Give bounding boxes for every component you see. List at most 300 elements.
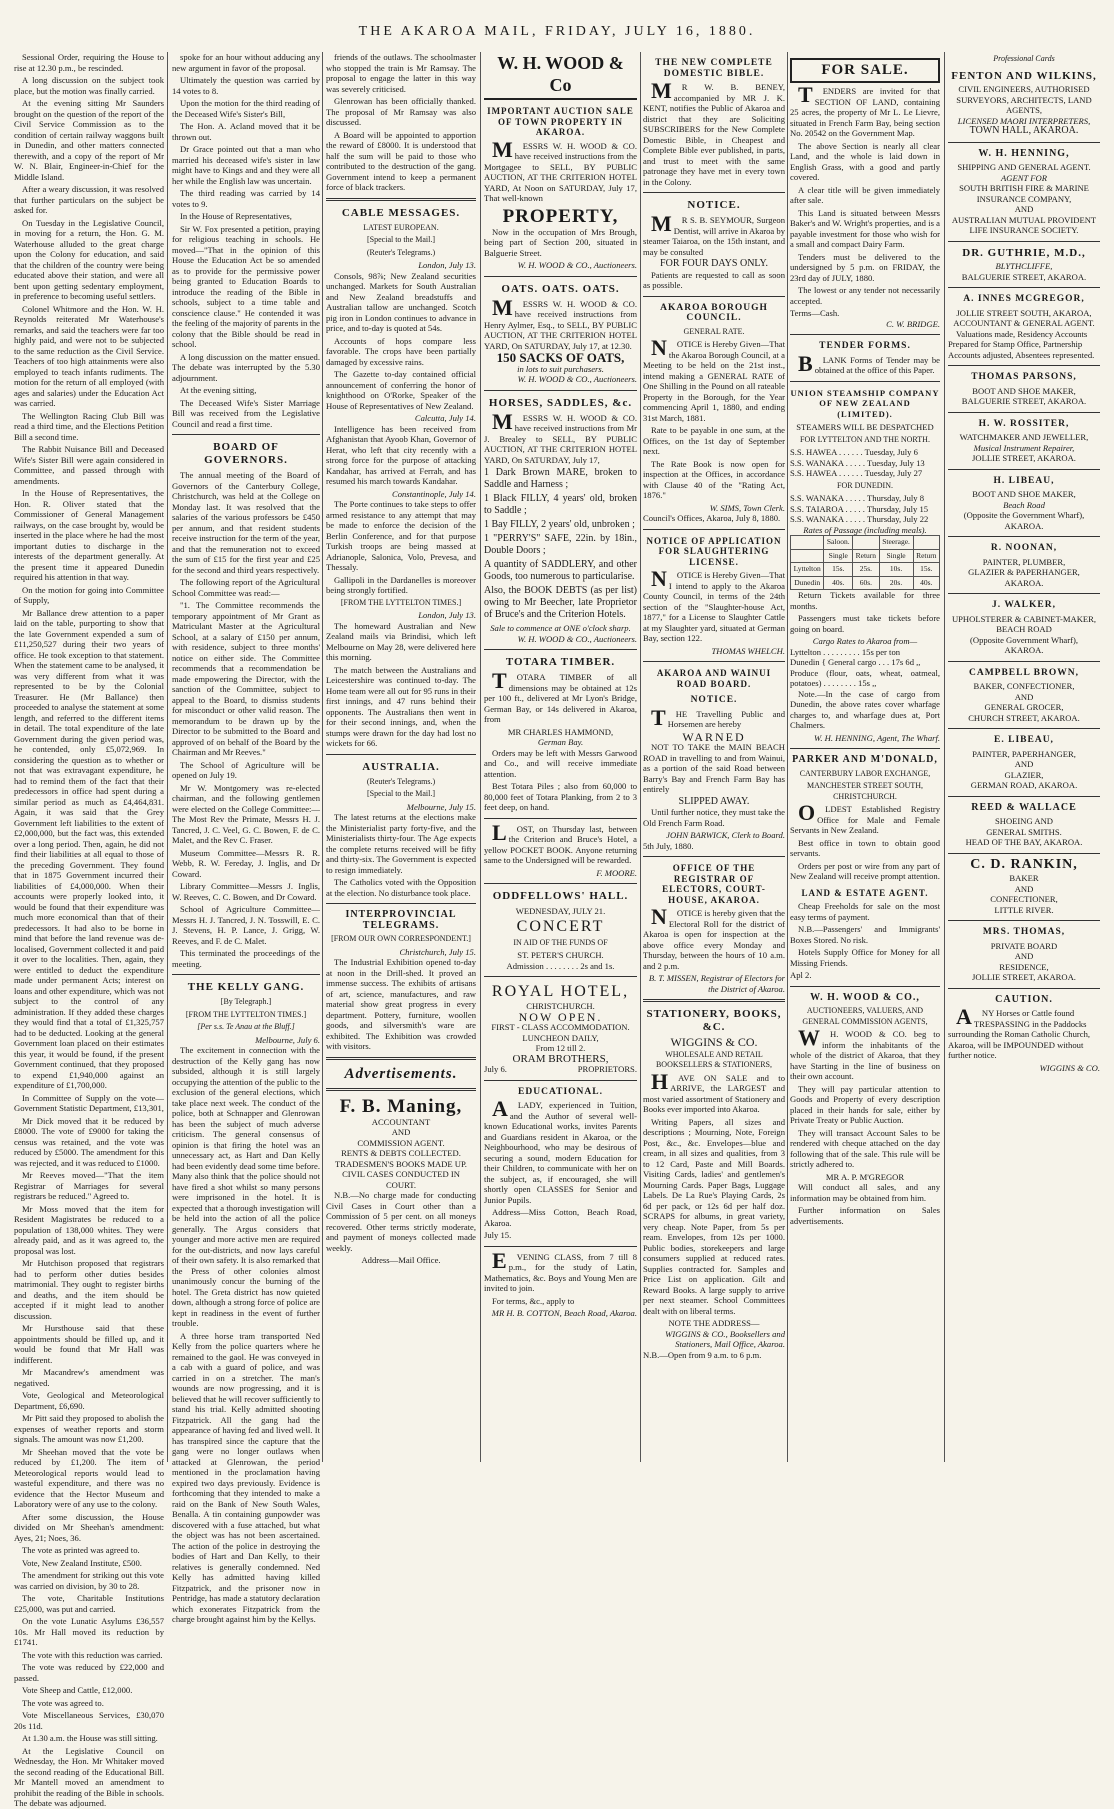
fares-sub-header: Return — [913, 549, 939, 563]
article-paragraph: The vote was agreed to. — [22, 1697, 104, 1708]
sale-item: 1 "PERRY'S" SAFE, 22in. by 18in., Double Doors ; — [484, 533, 637, 556]
ad-name: ORAM BROTHERS, — [512, 1052, 609, 1065]
article-paragraph: A three horse tram transported Ned Kelly from the police quarters where he remained to the gaol. He was conveyed in a cab with a guard of police, and was carried in on a stretcher. The man's wounds are now progressing, and it is believed that he will recover sufficiently to stand his trial. Kelly admitted shooting Fitzpatrick. All the gang had the appearance of having fed and lived well. It has transpired since the capture that the gang were no longer outlaws when attacked at Glenrowan, the period mentioned in the proclamation having expired two days previously. Evidence is forthcoming that they intended to make a raid on the Bank of New South Wales, Benalla. A tin containing gunpowder was discovered with a fuse attached, but what the object was has not been ascertained. The action of the police in destroying the bodies of Hart and Dan Kelly, to their relatives is generally condemned. Ned Kelly has admitted having killed Fitzpatrick, and the prisoner now in Pentridge, has made a statutory declaration which exonerates Fitzpatrick from the charge brought against him by the Kellys. — [172, 1330, 320, 1624]
sailing-row: S.S. HAWEA . . . . . . Tuesday, July 27 — [790, 468, 923, 478]
article-paragraph: Consols, 98⅞; New Zealand securities unchanged. Markets for South Australian and New Zealand breadstuffs and Australian tallow are unchanged. Scotch pig iron in London continues to advance in price, and to-day is quoted at 54s. — [326, 270, 476, 333]
property-label: PROPERTY, — [502, 205, 619, 227]
divider — [484, 1080, 637, 1081]
source-line: (Reuter's Telegrams.) — [366, 247, 436, 257]
card-heading: E. LIBEAU, — [994, 735, 1054, 745]
oats-heading: OATS. OATS. OATS. — [501, 282, 620, 295]
cargo-rate: Lyttelton . . . . . . . . . 15s per ton — [790, 646, 901, 657]
article-paragraph: Mr Macandrew's amendment was negatived. — [14, 1367, 164, 1388]
signature: WIGGINS & CO., Booksellers and Stationers, Mail Office, Akaroa. — [665, 1328, 785, 1349]
divider — [643, 192, 785, 193]
article-paragraph: A long discussion on the matter ensued. The debate was interrupted by the 5.30 adjournment. — [172, 351, 320, 383]
ad-text: TOTARA TIMBER of all dimensions may be obtained at 12s per 100 ft., delivered at Mr Lyon's Bridge, German Bay, or 14s delivered in Akaroa, from — [484, 668, 637, 724]
union-steamship-heading: UNION STEAMSHIP COMPANY OF NEW ZEALAND (LIMITED). — [790, 387, 940, 419]
article-paragraph: In Committee of Supply on the vote—Government Statistic Department, £13,301, — [14, 1092, 164, 1113]
dateline: Constantinople, July 14. — [391, 488, 476, 499]
article-paragraph: School of Agriculture Committee—Messrs H. J. Tancred, J. N. Tosswill, E. C. J. Stevens, H. P. Lance, J. Grigg, W. Reeves, and F. de C. Malet. — [172, 904, 320, 946]
column-rule — [944, 52, 945, 1462]
ad-text: NOTICE is Hereby Given—That I intend to apply to the Akaroa County Council, in terms of the 24th section of the "Slaughter-house Act, 1877," for a License to Slaughter Cattle at my Slaughter yard, situated at German Bay, section 122. — [643, 566, 786, 643]
card-address: TOWN HALL, AKAROA. — [969, 125, 1079, 136]
cargo-heading: Cargo Rates to Akaroa from— — [812, 636, 918, 646]
card-address: CHURCH STREET, AKAROA. — [968, 712, 1080, 723]
manning-name: F. B. Maning, — [339, 1095, 463, 1117]
divider — [643, 856, 785, 857]
fares-col-header: Saloon. — [824, 536, 853, 550]
article-paragraph: Vote, New Zealand Institute, £500. — [22, 1557, 142, 1568]
source-line: [FROM OUR OWN CORRESPONDENT.] — [331, 934, 471, 943]
signature: F. MOORE. — [596, 867, 637, 878]
sale-item: 1 Dark Brown MARE, broken to Saddle and Harness ; — [484, 467, 637, 490]
card-text: Musical Instrument Repairer, — [973, 442, 1075, 453]
card-text: BAKER, CONFECTIONER, — [973, 681, 1075, 691]
article-paragraph: The Deceased Wife's Sister Marriage Bill was received from the Legislative Council and read a first time. — [172, 397, 320, 429]
ad-text: Now in the occupation of Mrs Brough, being part of Section 200, situated in Balguerie Street. — [484, 226, 637, 258]
card-text: GENERAL GROCER, — [984, 702, 1064, 712]
card-address: BEACH ROAD — [996, 624, 1052, 634]
column-rule — [640, 52, 641, 1462]
article-paragraph: At 1.30 a.m. the House was still sitting. — [22, 1733, 158, 1743]
article-paragraph: Mr W. Montgomery was re-elected chairman, and the following gentlemen were elected on the College Committee:—The Most Rev the Primate, Messrs H. J. Tancred, J. C. Veel, G. C. Bowen, F. de C. Malet, and the Rev C. Fraser. — [172, 782, 320, 845]
article-paragraph: The vote with this reduction was carried. — [22, 1649, 163, 1660]
ad-text: IN AID OF THE FUNDS OF — [513, 937, 608, 947]
ad-text: Orders may be left with Messrs Garwood and Co., and will receive immediate attention. — [484, 747, 637, 779]
signature: C. W. BRIDGE. — [886, 318, 940, 329]
column-rule — [787, 52, 788, 1462]
ad-text: MR W. B. BENEY, accompanied by MR J. K. KENT, notifies the Public of Akaroa and district that they are Soliciting SUBSCRIBERS for the New Complete Domestic Bible, in Cheapest and Complete Bible ever published, in parts, and trust to meet with the same patronage they have met in every town in the Colony. — [643, 78, 785, 187]
card-address: LITTLE RIVER. — [994, 904, 1054, 915]
registrar-heading: OFFICE OF THE REGISTRAR OF ELECTORS, COURT-HOUSE, AKAROA. — [662, 863, 766, 905]
manning-line: CIVIL CASES CONDUCTED IN COURT. — [342, 1169, 460, 1190]
ad-text: Orders per post or wire from any part of New Zealand will receive prompt attention. — [790, 860, 940, 881]
dateline: London, July 13. — [418, 260, 476, 270]
card-heading: W. H. HENNING, — [978, 147, 1070, 159]
fares-col-header — [791, 536, 824, 550]
card-text: AUSTRALIAN MUTUAL PROVIDENT LIFE INSURANCE SOCIETY. — [951, 214, 1097, 235]
card-text: AND — [1014, 883, 1034, 894]
divider — [948, 536, 1100, 537]
ad-name: MR CHARLES HAMMOND, — [507, 726, 614, 737]
ad-text: A clear title will be given immediately after sale. — [790, 184, 940, 205]
card-text: BOOT AND SHOE MAKER, — [972, 489, 1076, 499]
totara-heading: TOTARA TIMBER. — [505, 656, 616, 668]
card-text: PRIVATE BOARD — [990, 940, 1058, 951]
signature: W. H. WOOD & CO., Auctioneers. — [517, 633, 637, 644]
card-address: JOLLIE STREET, AKAROA. — [972, 972, 1076, 982]
ad-text: Sale to commence at ONE o'clock sharp. — [490, 623, 631, 633]
royal-hotel-heading: ROYAL HOTEL, — [491, 983, 630, 1000]
fares-row — [791, 563, 940, 577]
divider — [948, 661, 1100, 662]
dateline: Melbourne, July 15. — [406, 801, 476, 812]
subheading: WHOLESALE AND RETAIL BOOKSELLERS & STATIONERS, — [655, 1049, 773, 1069]
column-rule — [167, 52, 168, 1462]
divider — [326, 903, 476, 904]
card-heading: THOMAS PARSONS, — [971, 372, 1077, 382]
card-text: Valuations made, Residency Accounts Prepared for Stamp Office, Partnership Accounts adjusted, Absentees represented. — [948, 328, 1095, 360]
ad-name: WIGGINS & CO. — [670, 1035, 758, 1049]
ad-text: Writing Papers, all sizes and descriptions ; Mourning, Note, Foreign Post, &c., &c. Envelopes—blue and cream, in all sizes and qualities, from 3 to 12 Card, Paste and Mill Boards. Visiting Cards, ladies' and gentlemen's Mourning Cards. Paper Bags, Luggage Labels. De La Rue's Playing Cards, 2s 6d per pack, or 12s 6d per half doz. SCRAPS for albums, in great variety, very cheap. Note Paper, from 5s per ream. Envelopes, from 12s per 1000. Public bodies, storekeepers and large consumers supplied at reduced rates. Supplies contracted for. Samples and Price List on application. Gilt and Reward Books. A large supply to arrive per next steamer. School Committees dealt with on liberal terms. — [643, 1116, 785, 1316]
column-6 — [790, 52, 940, 1462]
article-paragraph: A long discussion on the subject took place, but the motion was finally carried. — [14, 75, 164, 96]
article-paragraph: The Rabbit Nuisance Bill and Deceased Wife's Sister Bill were again considered in Committee, and passed through with amendments. — [14, 444, 164, 486]
article-paragraph: On Tuesday in the Legislative Council, in moving for a return, the Hon. G. M. Waterhouse alluded to the great charge upon the Colony for education, and said that the children of the country were being educated above their station, and were all bent upon getting sedentary employment, in preference to becoming useful settlers. — [14, 217, 164, 301]
card-address: GERMAN ROAD, AKAROA. — [970, 780, 1078, 790]
card-text: AND — [1014, 951, 1034, 961]
ad-text: FOR FOUR DAYS ONLY. — [660, 258, 768, 269]
divider — [643, 529, 785, 530]
ad-text: MESSRS W. H. WOOD & CO. have received instructions from Henry Aylmer, Esq., to SELL, BY PUBLIC AUCTION, AT THE CRITERION HOTEL YARD, On SATURDAY, July 17, at 12.30. — [484, 294, 637, 351]
sailing-row: S.S. WANAKA . . . . . Thursday, July 22 — [790, 514, 929, 524]
article-paragraph: In the House of Representatives, — [180, 211, 292, 221]
ad-text: Best Totara Piles ; also from 60,000 to 80,000 feet of Totara Planking, from 2 to 3 feet deep, on hand. — [484, 781, 637, 812]
oddfellows-heading: ODDFELLOWS' HALL. — [492, 890, 629, 902]
article-paragraph: Ultimately the question was carried by 14 votes to 8. — [172, 75, 320, 96]
event-date: WEDNESDAY, JULY 21. — [515, 906, 606, 916]
divider — [948, 287, 1100, 288]
article-paragraph: Accounts of hops compare less favorable. The crops have been partially damaged by excessive rains. — [326, 335, 476, 367]
article-paragraph: The Porte continues to take steps to offer armed resistance to any attempt that may be made to enforce the decision of the Berlin Conference, and for that purpose Turkish troops are being massed at Adrianople, Salonica, Volo, Prevesa, and Thessaly. — [326, 499, 476, 572]
manning-line: TRADESMEN'S BOOKS MADE UP. — [335, 1158, 467, 1169]
divider — [948, 412, 1100, 413]
card-text: GLAZIER, — [1004, 769, 1044, 780]
article-paragraph: The amendment for striking out this vote was carried on division, by 30 to 28. — [14, 1570, 164, 1591]
ad-text: BLANK Forms of Tender may be obtained at the office of this Paper. — [798, 350, 940, 376]
article-paragraph: On the motion for going into Committee of Supply, — [14, 584, 164, 605]
signature: W. SIMS, Town Clerk. — [709, 502, 785, 513]
ad-text: FIRST - CLASS ACCOMMODATION. — [491, 1022, 630, 1032]
article-paragraph: The following report of the Agricultural School Committee was read:— — [172, 577, 320, 598]
divider — [326, 198, 476, 201]
fares-cell: 15s. — [913, 563, 939, 577]
article-paragraph: The Catholics voted with the Opposition at the election. No disturbance took place. — [326, 877, 476, 898]
signature: WIGGINS & CO. — [1039, 1062, 1100, 1073]
article-paragraph: Sir W. Fox presented a petition, praying for religious teaching in schools. He moved—"That in the opinion of this House the Education Act be so amended as to provide for the permissive power being granted to Education Boards to introduce the reading of the Bible in schools, subject to a time table and conscience clause." He contended it was the feeling of the majority of parents in the colony that the Bible should be read in school. — [172, 223, 320, 349]
article-paragraph: The annual meeting of the Board of Governors of the Canterbury College, Christchurch, was held at the College on Monday last. It was resolved that the salaries of the various professors be £450 per annum, and that resident students receive instruction for the term of the year, and that the remuneration not to exceed the sum of £15 for the first year and £25 for the second and third years respectively. — [172, 470, 320, 575]
article-paragraph: The third reading was carried by 14 votes to 9. — [172, 188, 320, 209]
column-4-auctions — [484, 52, 637, 1462]
article-paragraph: Vote, Geological and Meteorological Department, £6,690. — [14, 1390, 164, 1411]
divider — [484, 1246, 637, 1247]
divider — [326, 1088, 476, 1091]
ad-text: THE Travelling Public and Horsemen are hereby — [651, 704, 785, 730]
educational-heading: EDUCATIONAL. — [518, 1086, 603, 1097]
parker-heading: PARKER AND M'DONALD, — [792, 754, 938, 765]
ad-text: The above Section is nearly all clear Land, and the whole is laid down in English Grass, with a good and partly covered. — [790, 140, 940, 182]
cargo-rate: Produce (flour, oats, wheat, oatmeal, potatoes) . . . . . . . . 15s ,, — [790, 667, 940, 688]
fares-sub-header: Return — [853, 549, 879, 563]
divider — [326, 754, 476, 755]
dateline: Calcutta, July 14. — [414, 413, 476, 423]
card-text: GENERAL SMITHS. — [986, 826, 1062, 837]
article-paragraph: The School of Agriculture will be opened on July 19. — [172, 759, 320, 780]
ad-text: The lowest or any tender not necessarily accepted. — [790, 285, 940, 306]
column-rule — [322, 52, 323, 1462]
ad-text: ALADY, experienced in Tuition, and the Author of several well-known Educational works, invites Parents and Guardians resident in Akaroa, or the Neighbourhood, who may be desirous of securing a sound, modern Education for their Children, to communicate with her on the subject, as, if encouraged, she will shortly open CLASSES for Senior and Junior Pupils. — [484, 1096, 637, 1205]
divider — [484, 818, 637, 819]
ad-text: OLDEST Established Registry Office for Male and Female Servants in New Zealand. — [790, 800, 940, 835]
article-paragraph: At the evening sitting Mr Saunders brought on the question of the report of the Civil Service Commission as to the condition of certain railway waggons built in Dunedin, and other matters connected therewith, and a copy of the report of Mr W. N. Blair, Engineer-in-Chief for the Middle Island. — [14, 98, 164, 182]
article-paragraph: Mr Moss moved that the item for Resident Magistrates be reduced to a population of 138,000 whites. They were already paid, and as it was agreed to, the proposal was lost. — [14, 1203, 164, 1256]
ad-text: PROPRIETORS. — [577, 1064, 637, 1074]
lost-notice: LOST, on Thursday last, between the Criterion and Bruce's Hotel, a yellow POCKET BOOK. Anyone returning same to the Undersigned will be rewarded. — [484, 819, 637, 865]
subheading: FOR LYTTELTON AND THE NORTH. — [800, 434, 930, 444]
ad-date: Council's Offices, Akaroa, July 8, 1880. — [643, 513, 781, 523]
card-text: PAINTER, PLUMBER, — [982, 556, 1066, 567]
article-paragraph: Colonel Whitmore and the Hon. W. H. Reynolds reiterated Mr Waterhouse's remarks, and said the teachers were far too highly paid, and were not to be subjected to the same reduction as the Civil Service. Teachers of too high attainments were also employed to teach infants rudiments. The motion for the return of all employed (with ages and salaries) under the Education Act was carried. — [14, 303, 164, 408]
for-sale-heading: FOR SALE. — [790, 58, 940, 83]
manning-line: AND — [391, 1127, 411, 1137]
article-paragraph: Mr Sheehan moved that the vote be reduced by £1,200. The item of Meteorological reports would lead to wasteful expenditure, and there was no evidence that the Hector Museum and Laboratory were of any use to the colony. — [14, 1446, 164, 1509]
article-paragraph: Library Committee—Messrs J. Inglis, W. Reeves, C. C. Bowen, and Dr Coward. — [172, 881, 320, 902]
divider — [484, 976, 637, 977]
byline: [By Telegraph.] — [220, 997, 272, 1006]
article-paragraph: At the evening sitting, — [180, 385, 257, 395]
stationery-heading: STATIONERY, BOOKS, &C. — [646, 1008, 782, 1033]
fares-cell: 15s. — [824, 563, 853, 577]
ad-text: For terms, &c., apply to — [492, 1295, 575, 1306]
ad-text: NOT TO TAKE the MAIN BEACH ROAD in travelling to and from Wainui, as a portion of the said Road between Barry's Bay and French Farm Bay has entirely — [643, 742, 785, 794]
article-paragraph: Glenrowan has been officially thanked. The proposal of Mr Ramsay was also discussed. — [326, 96, 476, 127]
card-address: JOLLIE STREET SOUTH, AKAROA, — [956, 307, 1092, 318]
article-paragraph: Vote Miscellaneous Services, £30,070 20s 11d. — [14, 1710, 164, 1731]
card-text: SHOEING AND — [994, 816, 1053, 826]
article-paragraph: Intelligence has been received from Afghanistan that Ayoob Khan, Governor of Herat, who left that city recently with a strong force for the purpose of attacking Kandahar, has arrived at Ferrah, and has resumed his march towards Kandahar. — [326, 423, 476, 486]
card-text: BOOT AND SHOE MAKER, — [972, 385, 1076, 396]
card-text: ACCOUNTANT & GENERAL AGENT. — [953, 318, 1095, 328]
masthead: THE AKAROA MAIL, FRIDAY, JULY 16, 1880. — [358, 24, 756, 39]
card-address: HEAD OF THE BAY, AKAROA. — [965, 837, 1083, 847]
card-address: AKAROA. — [1004, 520, 1044, 531]
ad-text: Cheap Freeholds for sale on the most easy terms of payment. — [790, 901, 940, 922]
column-1-parliament — [14, 52, 164, 1808]
ad-text: Terms—Cash. — [790, 308, 840, 318]
fares-cell: 20s. — [879, 576, 913, 590]
article-paragraph: The excitement in connection with the destruction of the Kelly gang has now subsided, although it is still largely occupying the attention of the public to the exclusion of the general elections, which take place next week. The conduct of the police, both at Schnapper and Glenrowan has been the subject of much adverse criticism. The general consensus of opinion is that firing the hotel was an unnecessary act, as Hart and Dan Kelly had been evidently dead some time before. Many also think that the police should not have fired a shot whilst so many persons were imprisoned in the hotel. It is expected that a thorough investigation will be held into the action of all the police generally. The Argus considers that younger and more active men are required for the out-districts, and now lays careful of their own safety. It is also remarked that the Press of other colonies almost unanimously concur the burning of the hotel. The Greta district has now quieted down, although a strong force of police are kept in readiness in the event of further trouble. — [172, 1045, 320, 1328]
divider — [948, 853, 1100, 854]
signature: MR H. B. COTTON, Beach Road, Akaroa. — [491, 1308, 637, 1318]
ad-text: N.B.—No charge made for conducting Civil Cases in Court other than a Commission of 5 per cent. on all moneys recovered. Other terms strictly moderate, and payment of moneys collected made weekly. — [326, 1190, 476, 1253]
divider — [948, 988, 1100, 989]
article-paragraph: Upon the motion for the third reading of the Deceased Wife's Sister's Bill, — [172, 98, 320, 119]
signature: B. T. MISSEN, Registrar of Electors for the District of Akaroa. — [648, 973, 785, 994]
ad-text: Hotels Supply Office for Money for all Missing Friends. — [790, 947, 940, 968]
article-paragraph: Mr Pitt said they proposed to abolish the expenses of weather reports and storm signals. The amount was now £1,200. — [14, 1413, 164, 1444]
divider — [484, 649, 637, 650]
signature: W. H. WOOD & CO., Auctioneers. — [517, 260, 637, 270]
ad-text: MESSRS W. H. WOOD & CO. have received instructions from Mr J. Brealey to SELL, BY PUBLIC AUCTION, AT THE CRITERION HOTEL YARD, On SATURDAY, July 17, — [484, 408, 637, 465]
fares-sub-header — [791, 549, 824, 563]
ad-text: Rate to be payable in one sum, at the Offices, on the 1st day of September next. — [643, 425, 785, 456]
dateline: Melbourne, July 6. — [255, 1034, 320, 1045]
fares-cell: 10s. — [879, 563, 913, 577]
notice-heading: NOTICE. — [690, 695, 738, 705]
admission: Admission . . . . . . . . 2s and 1s. — [506, 960, 615, 971]
card-text: AND — [1014, 759, 1034, 769]
signature: THOMAS WHELCH. — [711, 645, 785, 656]
fares-col-header — [853, 536, 879, 550]
card-heading: CAMPBELL BROWN, — [968, 667, 1079, 678]
card-heading: MRS. THOMAS, — [982, 927, 1066, 937]
sailing-row: S.S. WANAKA . . . . . Tuesday, July 13 — [790, 457, 925, 468]
wood-brand-heading: W. H. WOOD & Co — [484, 52, 637, 100]
article-paragraph: After some discussion, the House divided on Mr Sheehan's amendment: Ayes, 21; Noes, 36. — [14, 1511, 164, 1543]
divider — [790, 986, 940, 987]
card-address: AKAROA. — [1004, 645, 1044, 655]
article-paragraph: This terminated the proceedings of the meeting. — [172, 948, 320, 969]
card-heading: J. WALKER, — [992, 600, 1056, 610]
ad-text: Patients are requested to call as soon as possible. — [643, 269, 785, 290]
article-paragraph: Gallipoli in the Dardanelles is moreover being strongly fortified. — [326, 574, 476, 595]
article-paragraph: On the vote Lunatic Asylums £36,557 10s. Mr Hall moved its reduction by £1741. — [14, 1616, 164, 1647]
ad-text: TENDERS are invited for that SECTION OF LAND, containing 25 acres, the property of Mr L. Le Lievre, situated in French Farm Bay, being section No. 20542 on the Government Map. — [790, 82, 940, 138]
divider — [948, 241, 1100, 242]
divider — [172, 434, 320, 435]
article-paragraph: Mr Ballance drew attention to a paper laid on the table, purporting to show that the late Government expended a sum of £11,250,527 during their two years of office. He took exception to that statement. When the statement came to be analysed, it was very different from what it was represented to be by the Colonial Treasurer. He (Mr Ballance) then proceeded to analyse the statement at some length, and referred to the different items in detail. The total expenditure of the late Government during the given period was, he contended, only £5,072,969. In considering the question as to whether or not that was extravagant expenditure, he had to remind them of the fact that their predecessors in office had spent during a similar period as much as £4,464,831. Again, it was said that the Grey Government left liabilities to the extent of £2,000,000, but the fact was, this extended over a long period. Then, again, he did not find their liabilities at all equal to those of the preceding Government. They found that in 1875 Government incurred their liabilities of £4,000,000. When their accounts were properly looked into, it would be found that their expenditure was much more economical than that of their predecessors. It had also to be borne in mind that before the land revenue was de-localised, Government collected it and paid it over to the localities. Then, again, they were entitled to deduct the expenditure made under permanent Acts; interest on loans and other expenditure, which was not subject to the control of any administration. If they added these charges they would find that a total of £1,325,757 had to be deducted. Looking at the general Government loan placed on their estimates this year, it would be found, if the present Government continued, that they proposed to expend £1,940,000 against an expenditure of £1,700,000. — [14, 607, 164, 1090]
divider — [948, 728, 1100, 729]
article-paragraph: The Industrial Exhibition opened to-day at noon in the Drill-shed. It proved an immense success. The exhibits of artisans of art, science, manufactures, and raw material show great progress in every department. Pottery, furniture, woollen goods, and silversmith's ware are exhibited. The Exhibition was crowded with visitors. — [326, 957, 476, 1051]
article-paragraph: Sessional Order, requiring the House to rise at 12.30 p.m., be rescinded. — [14, 52, 164, 73]
board-of-governors-heading: BOARD OF GOVERNORS. — [204, 441, 288, 466]
slaughter-heading: NOTICE OF APPLICATION FOR SLAUGHTERING LICENSE. — [646, 535, 782, 567]
column-7-professional-cards — [948, 52, 1100, 1462]
signature: W. H. HENNING, Agent, The Wharf. — [813, 732, 940, 743]
wainui-heading: AKAROA AND WAINUI ROAD BOARD. — [656, 668, 772, 689]
card-heading: R. NOONAN, — [990, 543, 1058, 553]
ad-text: NOTICE is hereby given that the Electoral Roll for the district of Akaroa is open for inspection at the above office every Monday and Thursday, between the hours of 10 a.m. and 2 p.m. — [643, 904, 785, 971]
fares-cell: Lyttelton — [791, 563, 824, 577]
divider — [484, 390, 637, 391]
card-text: (Opposite the Government Wharf), — [963, 510, 1085, 520]
tender-forms-heading: TENDER FORMS. — [819, 341, 911, 351]
card-text: CONFECTIONER, — [990, 894, 1058, 904]
sale-item: 1 Black FILLY, 4 years' old, broken to Saddle ; — [484, 493, 637, 516]
cable-messages-heading: CABLE MESSAGES. — [341, 206, 461, 219]
article-paragraph: After a weary discussion, it was resolved that further particulars on the subject be asked for. — [14, 184, 164, 215]
card-text: GLAZIER & PAPERHANGER, — [968, 567, 1080, 577]
card-heading: FENTON AND WILKINS, — [951, 69, 1097, 82]
divider — [326, 1057, 476, 1060]
card-text: BAKER — [1009, 873, 1039, 883]
sailing-row: S.S. TAIAROA . . . . . Thursday, July 15 — [790, 503, 929, 514]
ad-text: EVENING CLASS, from 7 till 8 p.m., for the study of Latin, Mathematics, &c. Boys and Young Men are invited to join. — [484, 1247, 637, 1293]
ad-text: NOTE THE ADDRESS— — [668, 1318, 760, 1328]
ad-date: 5th July, 1880. — [643, 840, 694, 851]
fares-cell: 60s. — [853, 576, 879, 590]
ad-text: Note.—In the case of cargo from Dunedin, the above rates cover wharfage charges to, and wharfage dues at, Port Chalmers. — [790, 688, 940, 730]
divider — [790, 381, 940, 382]
interprovincial-heading: INTERPROVINCIAL TELEGRAMS. — [345, 909, 457, 931]
ad-text: From 12 till 2. — [535, 1043, 586, 1053]
article-paragraph: The Hon. A. Acland moved that it be thrown out. — [172, 121, 320, 142]
card-address: Beach Road — [1003, 499, 1045, 510]
divider — [484, 883, 637, 884]
column-2 — [172, 52, 320, 1624]
card-address: AKAROA. — [1004, 577, 1044, 588]
ad-text: MR S. B. SEYMOUR, Surgeon Dentist, will arrive in Akaroa by steamer Taiaroa, on the 15th instant, and may be consulted — [643, 211, 785, 257]
subheading: MANCHESTER STREET SOUTH, CHRISTCHURCH. — [806, 781, 924, 801]
divider — [948, 365, 1100, 366]
ad-text: Will conduct all sales, and any information may be obtained from him. — [790, 1182, 940, 1203]
divider — [948, 920, 1100, 921]
ad-text: They will pay particular attention to Goods and Property of every description placed in their hands for sale, either by Private Treaty or Public Auction. — [790, 1083, 940, 1125]
ad-place: CHRISTCHURCH. — [526, 1001, 595, 1011]
fares-sub-header: Single — [824, 549, 853, 563]
sale-item: 1 Bay FILLY, 2 years' old, unbroken ; — [484, 519, 635, 530]
card-text: AND — [1014, 204, 1034, 214]
concert-heading: CONCERT — [516, 917, 605, 935]
manning-line: ACCOUNTANT — [371, 1116, 431, 1127]
ad-text: ST. PETER'S CHURCH. — [517, 950, 604, 960]
divider — [790, 334, 940, 335]
fares-sub-header: Single — [879, 549, 913, 563]
card-text: UPHOLSTERER & CABINET-MAKER, — [951, 613, 1097, 624]
card-address: BALGUERIE STREET, AKAROA. — [961, 396, 1087, 406]
horses-heading: HORSES, SADDLES, &c. — [488, 396, 633, 409]
dateline: London, July 13. — [418, 610, 476, 620]
article-paragraph: The latest returns at the elections make the Ministerialist party forty-five, and the Ministerialists thirty-four. The Age expects the complete returns received will be fifty and thirty-six. The Government is expected to resign immediately. — [326, 812, 476, 875]
ad-text: Tenders must be delivered to the undersigned by 5 p.m. on FRIDAY, the 23rd day of JULY, 1880. — [790, 251, 940, 283]
article-paragraph: The vote as printed was agreed to. — [22, 1545, 140, 1555]
article-paragraph: The homeward Australian and New Zealand mails via Brindisi, which left Melbourne on May 28, were delivered here this morning. — [326, 620, 476, 662]
card-heading: DR. GUTHRIE, M.D., — [962, 246, 1086, 259]
borough-heading: AKAROA BOROUGH COUNCIL. — [660, 302, 768, 323]
ad-text: This Land is situated between Messrs Baker's and W. Wright's properties, and is a payable investment for those who wish for a small and compact Dairy Farm. — [790, 207, 940, 249]
article-paragraph: Mr Dick moved that it be reduced by £8000. The vote of £9000 for taking the census was retained, and the vote was reduced by £5000. The amendment for this was rejected, and it was reduced to £1000. — [14, 1115, 164, 1168]
card-heading: C. D. RANKIN, — [970, 856, 1078, 872]
fares-cell: Dunedin — [791, 576, 824, 590]
australia-heading: AUSTRALIA. — [362, 760, 440, 773]
signature: JOHN BARWICK, Clerk to Board. — [666, 830, 785, 840]
card-heading: REED & WALLACE — [971, 801, 1077, 813]
article-paragraph: "1. The Committee recommends the temporary appointment of Mr Grant as Matriculant Master at the Agricultural School, at a salary of £150 per annum, with residence, subject to three months' notice on either side. The Committee recommends that a recommendation be made empowering the Director, with the sanction of the Committee, subject to appeal to the Board, to dismiss students for misconduct or other valid reason. The memorandum to be drawn up by the Director to be submitted to the Board and approved of on behalf of the Board by the Chairman and Mr Reeves." — [172, 600, 320, 757]
article-paragraph: Museum Committee—Messrs R. R. Webb, R. W. Fereday, J. Inglis, and Dr Coward. — [172, 847, 320, 879]
manning-line: RENTS & DEBTS COLLECTED. — [341, 1148, 461, 1158]
cargo-rate: Dunedin { General cargo . . . 17s 6d ,, — [790, 657, 921, 667]
caution-heading: CAUTION. — [995, 993, 1053, 1005]
article-paragraph: Mr Hursthouse said that these appointments should be filled up, and it would be found that Mr Hall was indifferent. — [14, 1323, 164, 1365]
card-text: WATCHMAKER AND JEWELLER, — [959, 432, 1089, 442]
article-paragraph: friends of the outlaws. The schoolmaster who stopped the train is Mr Ramsay. The proposal to engage the latter in this way was severely criticised. — [326, 52, 476, 94]
subheading: GENERAL RATE. — [683, 326, 745, 336]
fares-heading: Rates of Passage (including meals). — [803, 524, 927, 535]
section-label: Professional Cards — [993, 54, 1055, 63]
divider — [172, 974, 320, 975]
article-paragraph: The Gazette to-day contained official announcement of conferring the honor of knighthood on O'Rorke, Speaker of the House of Representatives of New Zealand. — [326, 369, 476, 411]
fares-cell: 40s. — [913, 576, 939, 590]
article-paragraph: Vote Sheep and Cattle, £12,000. — [22, 1685, 133, 1695]
fares-cell: 40s. — [824, 576, 853, 590]
article-paragraph: The vote, Charitable Institutions £25,000, was put and carried. — [14, 1593, 164, 1614]
article-paragraph: The vote was reduced by £22,000 and passed. — [14, 1662, 164, 1683]
manning-line: COMMISSION AGENT. — [357, 1137, 445, 1148]
card-text: SOUTH BRITISH FIRE & MARINE INSURANCE COMPANY, — [959, 183, 1089, 204]
article-paragraph: At the Legislative Council on Wednesday, the Hon. Mr Whitaker moved the second reading of the Educational Bill. Mr Mantell moved an amendment to prohibit the reading of the Bible in schools. The debate was adjourned. — [14, 1745, 164, 1808]
ad-text: Return Tickets available for three months. — [790, 590, 940, 611]
subheading: LATEST EUROPEAN. — [363, 222, 439, 232]
ad-text: N.B.—Open from 9 a.m. to 6 p.m. — [643, 1349, 762, 1360]
ad-text: in lots to suit purchasers. — [517, 363, 604, 374]
oats-sacks: 150 SACKS OF OATS, — [496, 350, 625, 365]
ad-text: STEAMERS WILL BE DESPATCHED — [796, 422, 934, 432]
divider — [643, 661, 785, 662]
ad-text: They will transact Account Sales to be rendered with cheque attached on the day following that of the sale. This rule will be strictly adhered to. — [790, 1127, 940, 1169]
bible-heading: THE NEW COMPLETE DOMESTIC BIBLE. — [655, 58, 773, 79]
divider — [643, 296, 785, 297]
